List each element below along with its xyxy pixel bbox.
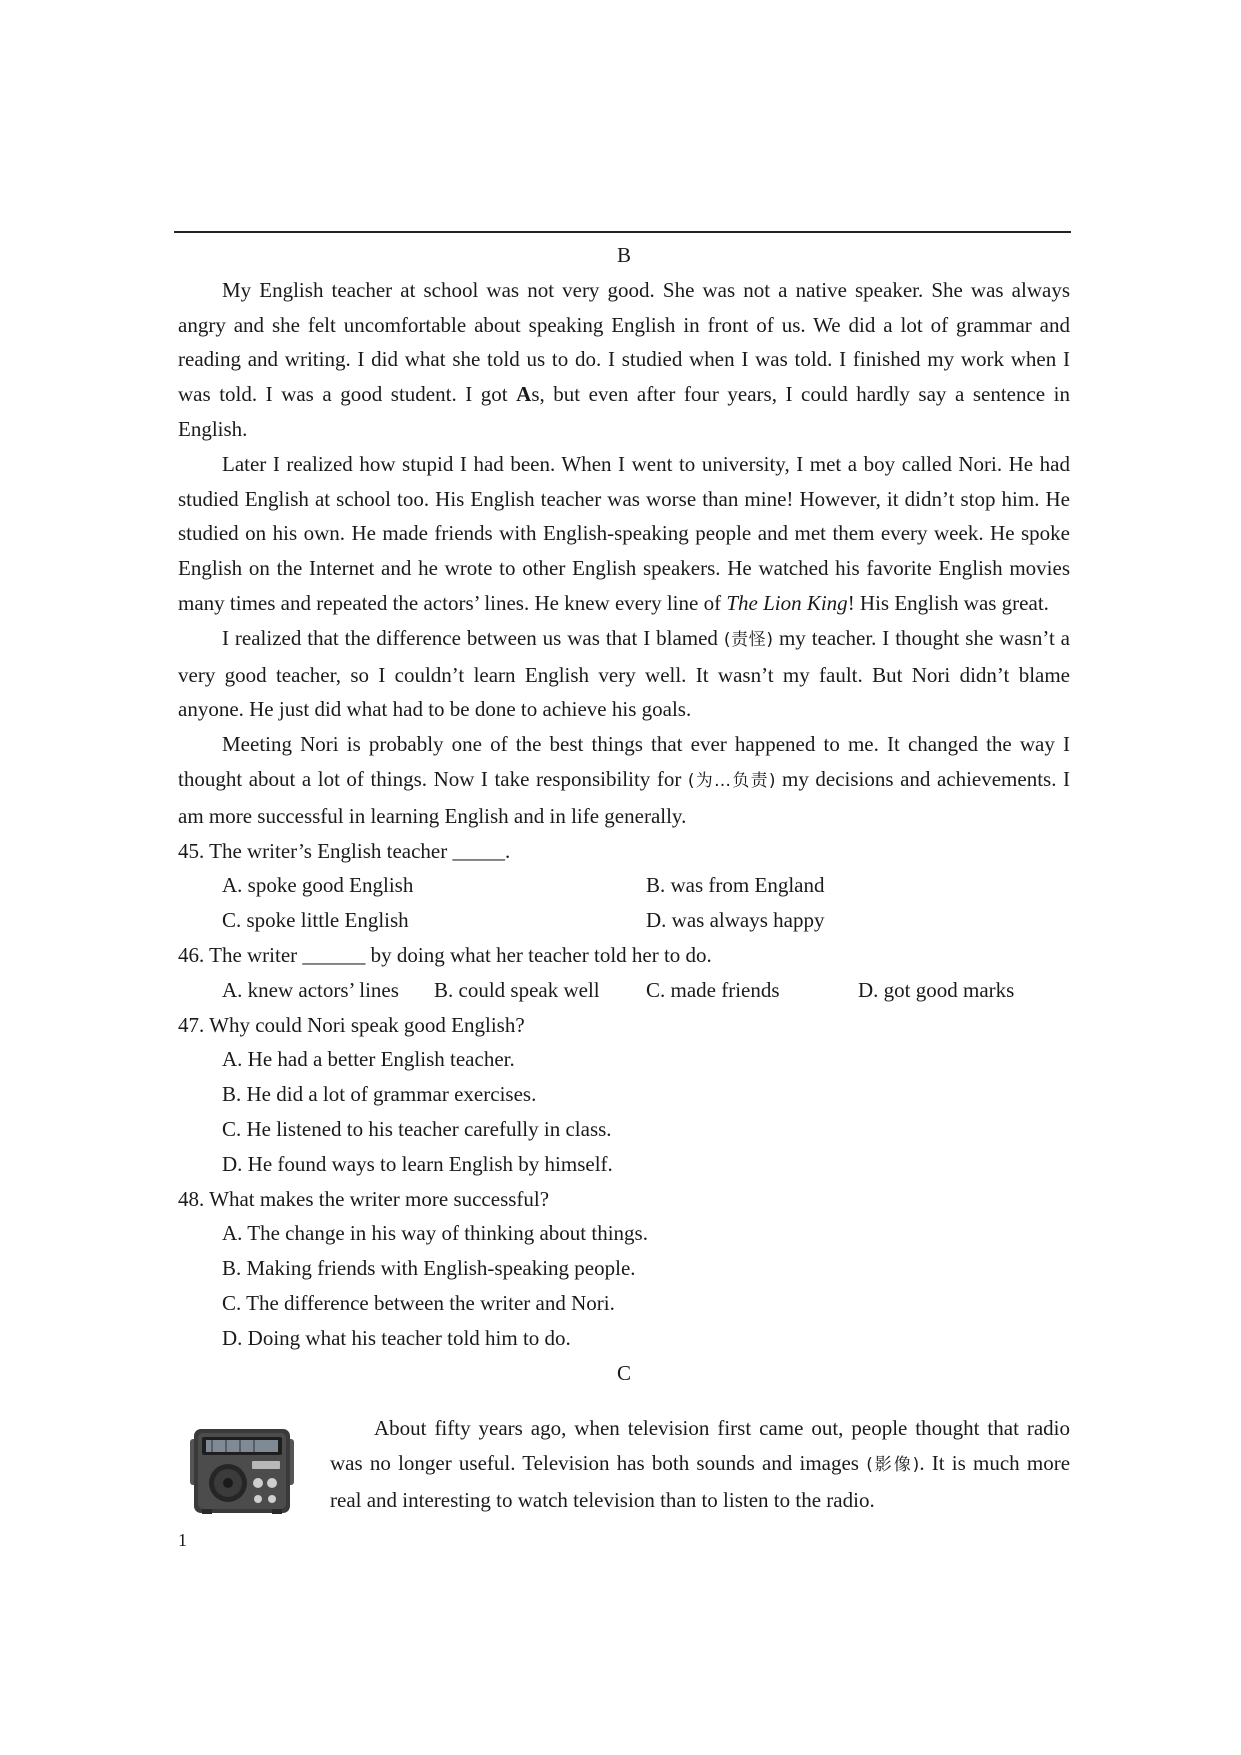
q45-option-d: D. was always happy bbox=[646, 908, 825, 933]
q48-option-b: B. Making friends with English-speaking people. bbox=[222, 1256, 636, 1281]
question-48-stem: 48. What makes the writer more successful? bbox=[178, 1186, 550, 1211]
q48-option-d: D. Doing what his teacher told him to do. bbox=[222, 1325, 571, 1350]
q45-option-c: C. spoke little English bbox=[222, 908, 409, 933]
q45-option-a: A. spoke good English bbox=[222, 873, 414, 898]
q45-option-b: B. was from England bbox=[646, 873, 825, 898]
q46-option-b: B. could speak well bbox=[434, 977, 600, 1002]
q47-option-c: C. He listened to his teacher carefully in class. bbox=[222, 1116, 612, 1141]
q48-option-a: A. The change in his way of thinking about things. bbox=[222, 1221, 648, 1246]
paragraph-3: I realized that the difference between us was that I blamed (责怪) my teacher. I thought she wasn’t a very good teacher, so I couldn’t learn English very well. It wasn’t my fault. But Nori didn’t blame anyone. He just did what had to be done to achieve his goals. bbox=[178, 625, 1071, 722]
q46-option-d: D. got good marks bbox=[858, 977, 1015, 1002]
q47-option-d: D. He found ways to learn English by himself. bbox=[222, 1151, 613, 1176]
paragraph-4: Meeting Nori is probably one of the best things that ever happened to me. It changed the way I thought about a lot of things. Now I take responsibility for (为…负责) my decisions and achievements. I am more successful in learning English and in life generally. bbox=[178, 732, 1070, 828]
q47-option-b: B. He did a lot of grammar exercises. bbox=[222, 1082, 537, 1107]
section-c-title: C bbox=[616, 1360, 631, 1385]
question-45-options-row-1 bbox=[222, 868, 1070, 903]
question-46-options bbox=[222, 973, 1070, 1008]
section-c-paragraph: About fifty years ago, when television first came out, people thought that radio was no longer useful. Television has both sounds and images (影像). It is much more real and interesting to watch television than to listen to the radio. bbox=[330, 1416, 1071, 1512]
paragraph-1: My English teacher at school was not very good. She was not a native speaker. She was always angry and she felt uncomfortable about speaking English in front of us. We did a lot of grammar and reading and writing. I did what she told us to do. I studied when I was told. I finished my work when I was told. I was a good student. I got As, but even after four years, I could hardly say a sentence in English. bbox=[178, 277, 1070, 441]
page-number: 1 bbox=[178, 1530, 187, 1550]
question-45-stem: 45. The writer’s English teacher _____. bbox=[178, 838, 511, 863]
section-c-block bbox=[178, 1411, 1070, 1515]
section-b-title: B bbox=[616, 243, 631, 267]
q46-option-c: C. made friends bbox=[646, 977, 780, 1002]
radio-image bbox=[188, 1425, 296, 1517]
q47-option-a: A. He had a better English teacher. bbox=[222, 1047, 515, 1072]
header-rule bbox=[174, 231, 1071, 233]
paragraph-2: Later I realized how stupid I had been. When I went to university, I met a boy called Nori. He had studied English at school too. His English teacher was worse than mine! However, it didn’t stop him. He studied on his own. He made friends with English-speaking people and met them every week. He spoke English on the Internet and he wrote to other English speakers. He watched his favorite English movies many times and repeated the actors’ lines. He knew every line of The Lion King! His English was great. bbox=[178, 451, 1070, 615]
question-45-options-row-2 bbox=[222, 903, 1070, 938]
q46-option-a: A. knew actors’ lines bbox=[222, 977, 399, 1002]
question-47-stem: 47. Why could Nori speak good English? bbox=[178, 1012, 525, 1037]
question-46-stem: 46. The writer ______ by doing what her teacher told her to do. bbox=[178, 942, 712, 967]
q48-option-c: C. The difference between the writer and Nori. bbox=[222, 1290, 615, 1315]
document-body bbox=[178, 238, 1070, 1515]
